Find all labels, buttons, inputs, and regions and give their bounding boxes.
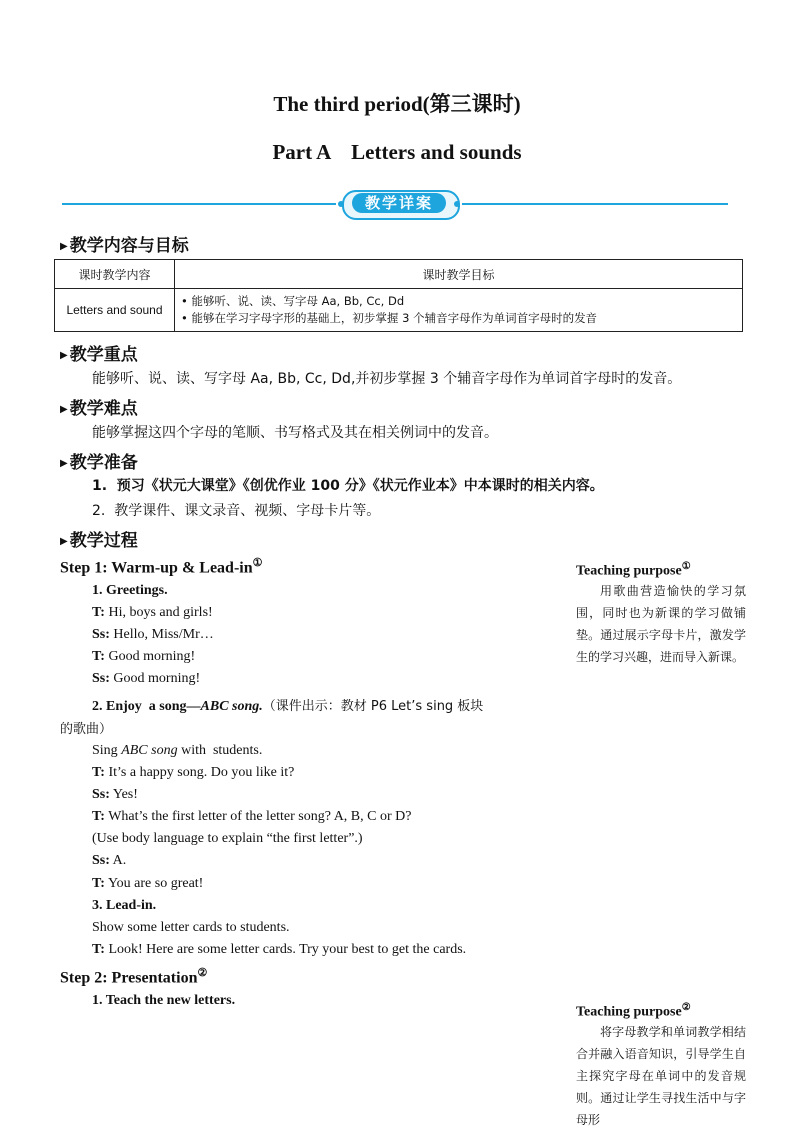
dialogue-line: Ss: Hello, Miss/Mr…	[92, 627, 214, 642]
step2-title: Step 2: Presentation②	[60, 967, 208, 987]
section-process: ▶ 教学过程	[60, 531, 138, 551]
step1-title: Step 1: Warm-up & Lead-in①	[60, 557, 263, 577]
dialogue-line: T: You are so great!	[92, 876, 204, 891]
difficulties-text: 能够掌握这四个字母的笔顺、书写格式及其在相关例词中的发音。	[92, 425, 498, 441]
dialogue-line: Ss: Yes!	[92, 787, 138, 802]
side-note-2	[576, 1002, 746, 1131]
banner-dot-left	[338, 201, 344, 207]
table-header-goals: 课时教学目标	[175, 260, 743, 289]
triangle-icon: ▶	[60, 536, 68, 547]
side-note-1	[576, 561, 746, 668]
triangle-icon: ▶	[60, 350, 68, 361]
section-content-goals: ▶ 教学内容与目标	[60, 236, 189, 256]
leadin-heading: 3. Lead-in.	[92, 898, 157, 913]
dialogue-line: T: Good morning!	[92, 649, 196, 664]
dialogue-line: T: Look! Here are some letter cards. Try your best to get the cards.	[92, 942, 467, 957]
show-cards-line: Show some letter cards to students.	[92, 920, 290, 935]
dialogue-line: T: What’s the first letter of the letter song? A, B, C or D?	[92, 809, 412, 824]
section-difficulties: ▶ 教学难点	[60, 399, 138, 419]
triangle-icon: ▶	[60, 241, 68, 252]
table-cell-content: Letters and sound	[55, 289, 175, 332]
section-key-points: ▶ 教学重点	[60, 345, 138, 365]
preparation-item-1: 1. 预习《状元大课堂》《创优作业 100 分》《状元作业本》中本课时的相关内容。	[92, 478, 604, 494]
goal-line: • 能够在学习字母字形的基础上，初步掌握 3 个辅音字母作为单词首字母时的发音	[181, 311, 598, 325]
dialogue-line: T: It’s a happy song. Do you like it?	[92, 765, 295, 780]
triangle-icon: ▶	[60, 404, 68, 415]
teach-letters-heading: 1. Teach the new letters.	[92, 993, 236, 1008]
side-note-body: 用歌曲营造愉快的学习氛围，同时也为新课的学习做铺垫。通过展示字母卡片，激发学生的学习兴趣，进而导入新课。	[576, 583, 746, 664]
section-preparation: ▶ 教学准备	[60, 453, 138, 473]
banner-label: 教学详案	[352, 193, 446, 213]
preparation-item-2: 2. 教学课件、课文录音、视频、字母卡片等。	[92, 503, 381, 519]
dialogue-line: Ss: Good morning!	[92, 671, 201, 686]
side-note-heading: Teaching purpose②	[576, 1002, 691, 1020]
banner	[336, 190, 462, 218]
triangle-icon: ▶	[60, 458, 68, 469]
side-note-body: 将字母教学和单词教学相结合并融入语音知识，引导学生自主探究字母在单词中的发音规则。通过让学生寻找生活中与字母形	[576, 1024, 746, 1127]
song-heading: 2. Enjoy a song—ABC song.（课件出示：教材 P6 Let’s sing 板块	[92, 699, 484, 714]
goal-line: • 能够听、说、读、写字母 Aa, Bb, Cc, Dd	[181, 294, 405, 308]
dialogue-line: Ss: A.	[92, 853, 127, 868]
page-subtitle: Part A Letters and sounds	[272, 140, 522, 164]
table-cell-goals	[175, 289, 743, 332]
table-header-content: 课时教学内容	[55, 260, 175, 289]
dialogue-line: (Use body language to explain “the first letter”.)	[92, 831, 363, 846]
greetings-heading: 1. Greetings.	[92, 583, 168, 598]
song-note-cont: 的歌曲）	[60, 722, 113, 737]
objectives-table	[54, 259, 743, 332]
side-note-heading: Teaching purpose①	[576, 561, 691, 579]
key-points-text: 能够听、说、读、写字母 Aa, Bb, Cc, Dd,并初步掌握 3 个辅音字母作为单词首字母时的发音。	[92, 371, 682, 387]
dialogue-line: T: Hi, boys and girls!	[92, 605, 213, 620]
sing-line: Sing ABC song with students.	[92, 743, 263, 758]
banner-dot-right	[454, 201, 460, 207]
page-title: The third period(第三课时)	[273, 92, 521, 116]
